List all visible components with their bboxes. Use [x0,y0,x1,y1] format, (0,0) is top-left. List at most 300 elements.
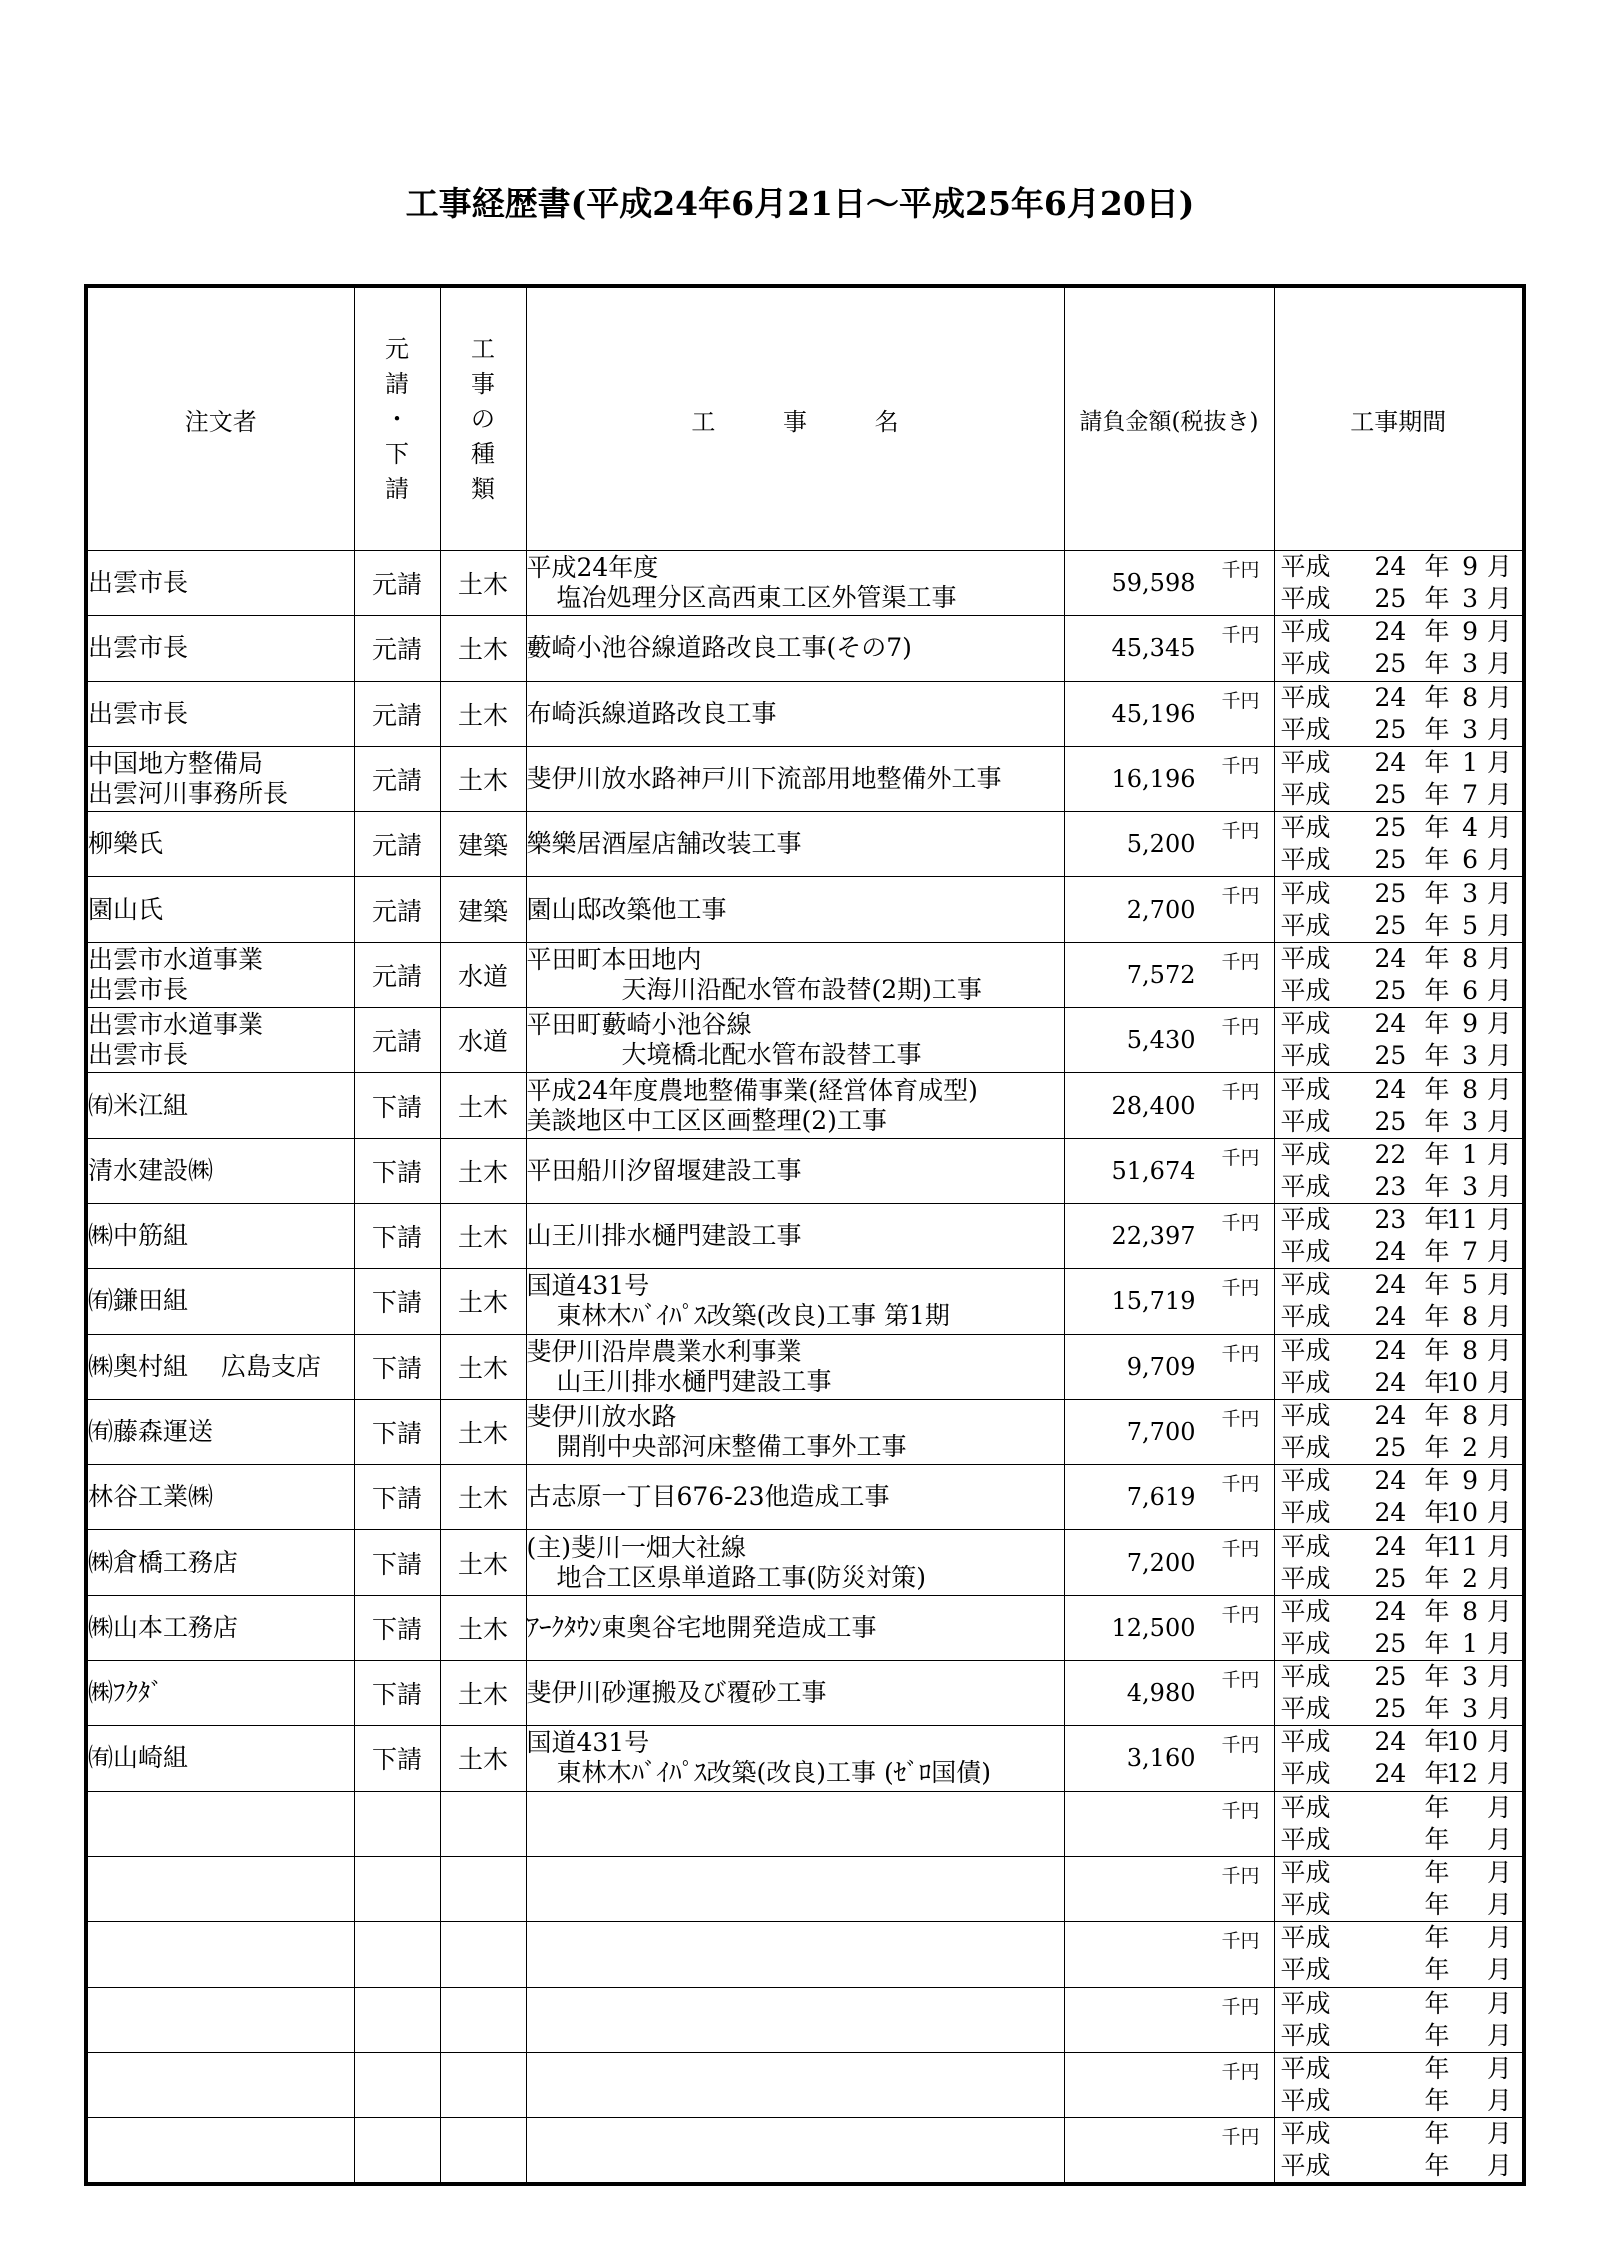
client-line: 出雲市長 [88,974,189,1004]
era-label: 平成 [1280,1955,1331,1985]
year-label: 年 [1424,1596,1450,1626]
year-label: 年 [1424,1498,1450,1528]
period-month: 8 [1462,1335,1478,1365]
project-name-line: 平田町藪崎小池谷線 [526,1010,752,1040]
project-name-cell [526,1465,1064,1530]
month-label: 月 [1486,1824,1512,1854]
table-row [86,1008,1524,1073]
table-row [86,616,1524,681]
header-char: ・ [385,404,409,433]
period-start [1275,2053,1523,2085]
period-month: 11 [1446,1205,1478,1235]
era-label: 平成 [1280,1009,1331,1039]
amount-unit: 千円 [1221,1342,1260,1365]
period-end [1275,1628,1523,1660]
project-name-cell [526,1399,1064,1464]
year-label: 年 [1424,1074,1450,1104]
period-month: 9 [1462,617,1478,647]
period-year: 24 [1374,1367,1407,1397]
client-cell [86,1269,354,1334]
period-year: 22 [1374,1139,1407,1169]
project-name-cell [526,1203,1064,1268]
work-type-cell [440,1922,526,1987]
client-cell [86,1922,354,1987]
project-name-cell [526,1269,1064,1334]
era-label: 平成 [1280,1106,1331,1136]
period-year: 25 [1374,714,1407,744]
period-year: 25 [1374,1106,1407,1136]
contract-type-cell: 元請 [354,942,440,1007]
amount-unit: 千円 [1221,1669,1260,1692]
era-label: 平成 [1280,975,1331,1005]
month-label: 月 [1486,1367,1512,1397]
year-label: 年 [1424,1792,1450,1822]
month-label: 月 [1486,1498,1512,1528]
amount-value: 2,700 [1126,895,1196,924]
period-month: 3 [1462,1662,1478,1692]
client-cell [86,1334,354,1399]
month-label: 月 [1486,649,1512,679]
era-label: 平成 [1280,1041,1331,1071]
era-label: 平成 [1280,552,1331,582]
period-end [1275,975,1523,1007]
page-title: 工事経歴書(平成24年6月21日～平成25年6月20日) [405,184,1195,223]
client-cell [86,1399,354,1464]
amount-unit: 千円 [1221,1995,1260,2018]
header-row [86,286,1524,551]
project-name-line: 美談地区中工区区画整理(2)工事 [526,1105,887,1135]
period-cell [1274,1856,1524,1921]
amount-unit: 千円 [1221,689,1260,712]
work-type-cell: 建築 [440,812,526,877]
period-month: 2 [1462,1563,1478,1593]
client-cell [86,1138,354,1203]
period-end [1275,1497,1523,1529]
period-year: 24 [1374,682,1407,712]
amount-unit: 千円 [1221,1930,1260,1953]
header-char: 請 [385,474,409,503]
period-year: 24 [1374,1302,1407,1332]
year-label: 年 [1424,1139,1450,1169]
amount-value: 28,400 [1111,1091,1196,1120]
client-line: ㈱奥村組 広島支店 [88,1351,321,1381]
period-cell [1274,2118,1524,2185]
period-start [1275,1596,1523,1628]
period-cell [1274,1922,1524,1987]
project-name-cell [526,1138,1064,1203]
month-label: 月 [1486,780,1512,810]
year-label: 年 [1424,1531,1450,1561]
era-label: 平成 [1280,1205,1331,1235]
year-label: 年 [1424,1171,1450,1201]
year-label: 年 [1424,1955,1450,1985]
era-label: 平成 [1280,1074,1331,1104]
contract-type-cell: 元請 [354,681,440,746]
period-end [1275,1171,1523,1203]
era-label: 平成 [1280,1988,1331,2018]
year-label: 年 [1424,682,1450,712]
contract-type-cell [354,2052,440,2117]
month-label: 月 [1486,617,1512,647]
client-line: 柳樂氏 [88,829,164,859]
month-label: 月 [1486,813,1512,843]
header-char: 事 [471,369,495,398]
period-end [1275,2020,1523,2052]
work-type-cell: 土木 [440,681,526,746]
period-month: 3 [1462,1041,1478,1071]
period-end [1275,2150,1523,2182]
contract-type-cell: 下請 [354,1073,440,1138]
amount-unit: 千円 [1221,559,1260,581]
amount-cell [1064,1269,1274,1334]
period-year: 24 [1374,1401,1407,1430]
project-name-cell [526,616,1064,681]
amount-cell [1064,877,1274,942]
year-label: 年 [1424,2053,1450,2083]
period-month: 5 [1462,910,1478,940]
month-label: 月 [1486,1009,1512,1039]
era-label: 平成 [1280,1662,1331,1692]
work-type-cell: 土木 [440,1465,526,1530]
client-line: 出雲市長 [88,1040,189,1070]
period-start [1275,2118,1523,2150]
client-line: ㈲山崎組 [88,1743,189,1773]
amount-cell [1064,1399,1274,1464]
amount-cell [1064,1203,1274,1268]
year-label: 年 [1424,2151,1450,2181]
table-row [86,1791,1524,1856]
amount-unit: 千円 [1221,1864,1260,1887]
client-cell [86,1726,354,1791]
period-year: 24 [1374,1074,1407,1104]
period-end [1275,1236,1523,1268]
project-name-line: 平田町本田地内 [526,944,702,974]
amount-cell [1064,2118,1274,2185]
project-name-line: ｱｰｸﾀｳﾝ東奥谷宅地開発造成工事 [526,1612,877,1642]
period-end [1275,1106,1523,1138]
month-label: 月 [1486,1106,1512,1136]
table-row [86,681,1524,746]
period-month: 3 [1462,584,1478,614]
amount-unit: 千円 [1221,950,1260,973]
period-cell [1274,877,1524,942]
year-label: 年 [1424,649,1450,679]
project-name-cell [526,1661,1064,1726]
amount-unit: 千円 [1221,754,1260,777]
work-type-cell [440,2118,526,2185]
amount-cell [1064,1138,1274,1203]
project-name-cell [526,1073,1064,1138]
project-name-cell [526,746,1064,811]
amount-value: 12,500 [1111,1613,1196,1642]
era-label: 平成 [1280,1302,1331,1332]
era-label: 平成 [1280,584,1331,614]
work-type-cell: 建築 [440,877,526,942]
period-end [1275,1040,1523,1072]
era-label: 平成 [1280,2119,1331,2149]
period-start [1275,1792,1523,1824]
client-cell [86,942,354,1007]
period-year: 25 [1374,878,1407,908]
period-year: 25 [1374,1628,1407,1658]
client-line: ㈲鎌田組 [88,1286,189,1316]
era-label: 平成 [1280,1824,1331,1854]
period-month: 2 [1462,1433,1478,1462]
work-type-cell: 土木 [440,746,526,811]
period-end [1275,1758,1523,1790]
period-start [1275,1661,1523,1693]
period-cell [1274,1726,1524,1791]
era-label: 平成 [1280,2020,1331,2050]
client-line: ㈱中筋組 [88,1221,189,1251]
period-year: 23 [1374,1171,1407,1201]
client-cell [86,1530,354,1595]
period-end [1275,779,1523,811]
project-name-line: 塩冶処理分区高西東工区外管渠工事 [556,583,957,613]
month-label: 月 [1486,748,1512,778]
period-cell [1274,551,1524,616]
month-label: 月 [1486,975,1512,1005]
era-label: 平成 [1280,1563,1331,1593]
work-type-cell: 土木 [440,1203,526,1268]
period-cell [1274,1987,1524,2052]
year-label: 年 [1424,813,1450,843]
client-cell [86,616,354,681]
year-label: 年 [1424,1237,1450,1267]
period-end [1275,648,1523,680]
period-year: 24 [1374,943,1407,973]
year-label: 年 [1424,1335,1450,1365]
month-label: 月 [1486,2020,1512,2050]
year-label: 年 [1424,1662,1450,1692]
period-end [1275,1301,1523,1333]
period-year: 24 [1374,1596,1407,1626]
period-cell [1274,1334,1524,1399]
year-label: 年 [1424,1694,1450,1724]
period-year: 24 [1374,1335,1407,1365]
era-label: 平成 [1280,1694,1331,1724]
era-label: 平成 [1280,748,1331,778]
month-label: 月 [1486,2053,1512,2083]
amount-value: 51,674 [1111,1156,1196,1185]
year-label: 年 [1424,2119,1450,2149]
month-label: 月 [1486,1041,1512,1071]
client-line: ㈲藤森運送 [88,1417,214,1446]
year-label: 年 [1424,1401,1450,1430]
period-month: 10 [1446,1367,1478,1397]
client-cell [86,1595,354,1660]
header-contract-type [354,286,440,551]
period-start [1275,682,1523,714]
project-name-line: 布崎浜線道路改良工事 [526,698,777,728]
contract-type-cell: 元請 [354,1008,440,1073]
client-line: 出雲市水道事業 [88,944,264,974]
period-end [1275,1954,1523,1986]
period-year: 24 [1374,617,1407,647]
amount-value: 9,709 [1126,1352,1196,1381]
project-name-cell [526,942,1064,1007]
period-month: 9 [1462,552,1478,582]
period-month: 9 [1462,1466,1478,1496]
month-label: 月 [1486,1988,1512,2018]
period-year: 25 [1374,1041,1407,1071]
period-month: 8 [1462,1596,1478,1626]
table-row [86,2118,1524,2185]
era-label: 平成 [1280,1401,1331,1430]
period-start [1275,1531,1523,1563]
project-name-cell [526,877,1064,942]
month-label: 月 [1486,1335,1512,1365]
amount-cell [1064,1856,1274,1921]
client-line: ㈱倉橋工務店 [88,1547,239,1577]
period-month: 3 [1462,878,1478,908]
project-name-cell [526,681,1064,746]
work-history-table [84,284,1526,2186]
client-cell [86,1203,354,1268]
year-label: 年 [1424,2085,1450,2115]
client-line: 清水建設㈱ [88,1155,214,1185]
era-label: 平成 [1280,714,1331,744]
era-label: 平成 [1280,1139,1331,1169]
period-cell [1274,2052,1524,2117]
period-cell [1274,1269,1524,1334]
work-type-cell: 水道 [440,1008,526,1073]
period-end [1275,844,1523,876]
year-label: 年 [1424,910,1450,940]
client-cell [86,1073,354,1138]
period-month: 10 [1446,1727,1478,1757]
period-start [1275,1988,1523,2020]
period-month: 4 [1462,813,1478,843]
period-month: 1 [1462,748,1478,778]
contract-type-cell: 下請 [354,1399,440,1464]
amount-unit: 千円 [1221,2060,1260,2083]
contract-type-cell [354,1987,440,2052]
client-cell [86,551,354,616]
client-line: 出雲市長 [88,698,189,728]
amount-cell [1064,2052,1274,2117]
amount-cell [1064,1595,1274,1660]
project-name-line: 平成24年度 [526,553,659,583]
period-cell [1274,942,1524,1007]
amount-value: 45,196 [1111,699,1196,728]
amount-unit: 千円 [1221,1799,1260,1822]
client-cell [86,1465,354,1530]
period-month: 8 [1462,943,1478,973]
table-row [86,1987,1524,2052]
amount-unit: 千円 [1221,1277,1260,1300]
header-char: 工 [471,334,495,363]
month-label: 月 [1486,1401,1512,1430]
era-label: 平成 [1280,1531,1331,1561]
project-name-line: 古志原一丁目676-23他造成工事 [526,1482,890,1512]
project-name-cell [526,1987,1064,2052]
client-line: 出雲河川事務所長 [88,779,289,809]
month-label: 月 [1486,1628,1512,1658]
project-name-cell [526,1008,1064,1073]
era-label: 平成 [1280,1792,1331,1822]
client-line: ㈱ﾌｸﾀﾞ [88,1678,164,1708]
period-year: 25 [1374,910,1407,940]
contract-type-cell [354,1856,440,1921]
table-row [86,1661,1524,1726]
amount-value: 4,980 [1126,1679,1196,1708]
header-period: 工事期間 [1274,286,1524,551]
month-label: 月 [1486,1205,1512,1235]
amount-cell [1064,1987,1274,2052]
period-month: 1 [1462,1139,1478,1169]
amount-cell [1064,942,1274,1007]
period-cell [1274,681,1524,746]
project-name-cell [526,1726,1064,1791]
era-label: 平成 [1280,2151,1331,2181]
work-type-cell: 水道 [440,942,526,1007]
year-label: 年 [1424,552,1450,582]
client-line: 中国地方整備局 [88,749,264,779]
client-cell [86,1987,354,2052]
contract-type-cell: 元請 [354,877,440,942]
era-label: 平成 [1280,1727,1331,1757]
era-label: 平成 [1280,1759,1331,1789]
period-end [1275,2085,1523,2117]
era-label: 平成 [1280,2053,1331,2083]
period-cell [1274,1661,1524,1726]
period-month: 8 [1462,1401,1478,1430]
month-label: 月 [1486,1792,1512,1822]
month-label: 月 [1486,1139,1512,1169]
year-label: 年 [1424,1466,1450,1496]
header-work-type [440,286,526,551]
header-char: 請 [385,369,409,398]
project-name-line: 平成24年度農地整備事業(経営体育成型) [526,1075,978,1105]
amount-unit: 千円 [1221,1081,1260,1104]
header-amount: 請負金額(税抜き) [1064,286,1274,551]
month-label: 月 [1486,1563,1512,1593]
month-label: 月 [1486,1302,1512,1332]
client-line: ㈱山本工務店 [88,1612,239,1642]
work-type-cell [440,1987,526,2052]
month-label: 月 [1486,1759,1512,1789]
table-row [86,1465,1524,1530]
period-start [1275,1465,1523,1497]
amount-unit: 千円 [1221,1146,1260,1169]
project-name-line: 天海川沿配水管布設替(2期)工事 [621,974,982,1004]
era-label: 平成 [1280,2085,1331,2115]
contract-type-cell [354,2118,440,2185]
contract-type-cell: 下請 [354,1465,440,1530]
period-cell [1274,616,1524,681]
year-label: 年 [1424,1106,1450,1136]
amount-unit: 千円 [1221,1407,1260,1430]
year-label: 年 [1424,780,1450,810]
period-start [1275,1857,1523,1889]
period-month: 3 [1462,1171,1478,1201]
project-name-cell [526,1595,1064,1660]
year-label: 年 [1424,1302,1450,1332]
table-row [86,942,1524,1007]
contract-type-cell: 元請 [354,616,440,681]
amount-cell [1064,551,1274,616]
era-label: 平成 [1280,649,1331,679]
client-cell [86,877,354,942]
period-month: 12 [1446,1759,1478,1789]
amount-unit: 千円 [1221,885,1260,908]
amount-cell [1064,616,1274,681]
year-label: 年 [1424,878,1450,908]
client-line: 出雲市水道事業 [88,1010,264,1040]
year-label: 年 [1424,943,1450,973]
amount-value: 5,430 [1126,1026,1196,1055]
